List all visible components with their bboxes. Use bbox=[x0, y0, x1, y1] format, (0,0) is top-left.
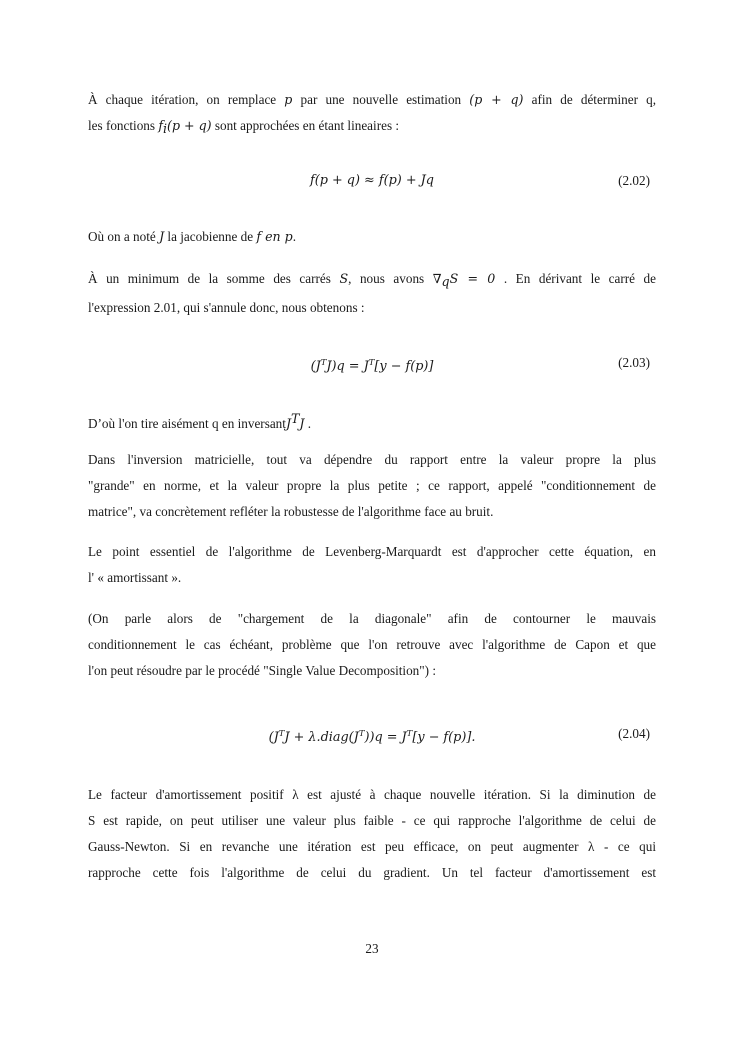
text-line: Le facteur d'amortissement positif λ est ajusté à chaque nouvelle itération. Si la diminution de bbox=[88, 787, 656, 802]
paragraph-inversion bbox=[88, 406, 656, 437]
text-line: Gauss-Newton. Si en revanche une itération est peu efficace, on peut augmenter λ - ce qui bbox=[88, 839, 656, 854]
text-line bbox=[88, 406, 656, 437]
text-line bbox=[88, 113, 656, 142]
math-f-en-p: f en p bbox=[256, 229, 293, 244]
math-superscript-T: T bbox=[320, 358, 327, 368]
text-line: S est rapide, on peut utiliser une valeur plus faible - ce qui rapproche l'algorithme de celui de bbox=[88, 813, 656, 828]
text-line: matrice", va concrètement refléter la robustesse de l'algorithme face au bruit. bbox=[88, 504, 494, 519]
text: . bbox=[304, 416, 312, 431]
paragraph-levenberg-marquardt bbox=[88, 539, 656, 591]
math-subscript-i: i bbox=[163, 121, 168, 136]
equation-number: (2.04) bbox=[618, 726, 650, 741]
math-J: J bbox=[299, 416, 305, 431]
math: J)q = J bbox=[326, 359, 369, 374]
text: afin de déterminer q, bbox=[523, 92, 656, 107]
text: sont approchées en étant lineaires : bbox=[211, 118, 400, 133]
math-superscript-T: T bbox=[358, 729, 365, 739]
math: (J bbox=[268, 730, 279, 745]
text: les fonctions bbox=[88, 118, 159, 133]
equation-2-04 bbox=[88, 721, 656, 747]
page-number: 23 bbox=[365, 941, 379, 956]
paragraph-iteration bbox=[88, 87, 656, 142]
equation-2-03 bbox=[88, 350, 656, 376]
equation-formula bbox=[88, 721, 656, 751]
math-J: J bbox=[285, 416, 291, 431]
text-line: (On parle alors de "chargement de la diagonale" afin de contourner le mauvais bbox=[88, 611, 656, 626]
equation-formula bbox=[88, 350, 656, 380]
math: ))q = J bbox=[364, 730, 407, 745]
text-line: Dans l'inversion matricielle, tout va dépendre du rapport entre la valeur propre la plus bbox=[88, 452, 656, 467]
paragraph-damping-factor bbox=[88, 782, 656, 886]
text: , nous avons bbox=[348, 271, 433, 286]
paragraph-minimum bbox=[88, 266, 656, 321]
math: (J bbox=[310, 359, 321, 374]
text-line bbox=[88, 224, 656, 250]
math-superscript-T: T bbox=[291, 411, 300, 426]
text: . En dérivant le carré de bbox=[495, 271, 656, 286]
equation-number: (2.02) bbox=[618, 173, 650, 188]
text: Où on a noté bbox=[88, 229, 160, 244]
math-p: p bbox=[284, 92, 293, 107]
text: . bbox=[292, 229, 296, 244]
math-subscript-q: q bbox=[441, 274, 450, 289]
math-nabla: ∇ bbox=[432, 271, 442, 286]
math-J: J bbox=[159, 229, 165, 244]
paragraph-diagonal-loading bbox=[88, 606, 656, 684]
equation-2-02 bbox=[88, 168, 656, 194]
math: J + λ.diag(J bbox=[284, 730, 359, 745]
equation-formula: f(p + q) ≈ f(p) + Jq bbox=[310, 173, 434, 188]
paragraph-matrix-inversion bbox=[88, 447, 656, 525]
text-line bbox=[88, 87, 656, 113]
text: À un minimum de la somme des carrés bbox=[88, 271, 340, 286]
paragraph-jacobian bbox=[88, 224, 656, 250]
math: [y − f(p)]. bbox=[412, 730, 476, 745]
math-S-equals-0: S = 0 bbox=[449, 271, 496, 286]
text-line: Le point essentiel de l'algorithme de Levenberg-Marquardt est d'approcher cette équation, en bbox=[88, 544, 656, 559]
math-superscript-T: T bbox=[278, 729, 285, 739]
text-line: l'expression 2.01, qui s'annule donc, nous obtenons : bbox=[88, 300, 365, 315]
text-line: conditionnement le cas échéant, problème que l'on retrouve avec l'algorithme de Capon et que bbox=[88, 637, 656, 652]
text-line: l' « amortissant ». bbox=[88, 570, 182, 585]
math-superscript-T: T bbox=[406, 729, 413, 739]
text-line: rapproche cette fois l'algorithme de celui du gradient. Un tel facteur d'amortissement est bbox=[88, 865, 656, 880]
math: [y − f(p)] bbox=[374, 359, 434, 374]
text-line bbox=[88, 266, 656, 295]
text-line: "grande" en norme, et la valeur propre la plus petite ; ce rapport, appelé "conditionnement de bbox=[88, 478, 656, 493]
text: D’où l'on tire aisément q en inversant bbox=[88, 416, 286, 431]
math-S: S bbox=[339, 271, 349, 286]
equation-number: (2.03) bbox=[618, 355, 650, 370]
text-line: l'on peut résoudre par le procédé "Single Value Decomposition") : bbox=[88, 663, 436, 678]
math-p-plus-q: (p + q) bbox=[469, 92, 524, 107]
text: À chaque itération, on remplace bbox=[88, 92, 285, 107]
text: par une nouvelle estimation bbox=[292, 92, 470, 107]
math-p-plus-q: (p + q) bbox=[167, 118, 212, 133]
math-superscript-T: T bbox=[368, 358, 375, 368]
math-f: f bbox=[158, 118, 163, 133]
text: la jacobienne de bbox=[164, 229, 257, 244]
